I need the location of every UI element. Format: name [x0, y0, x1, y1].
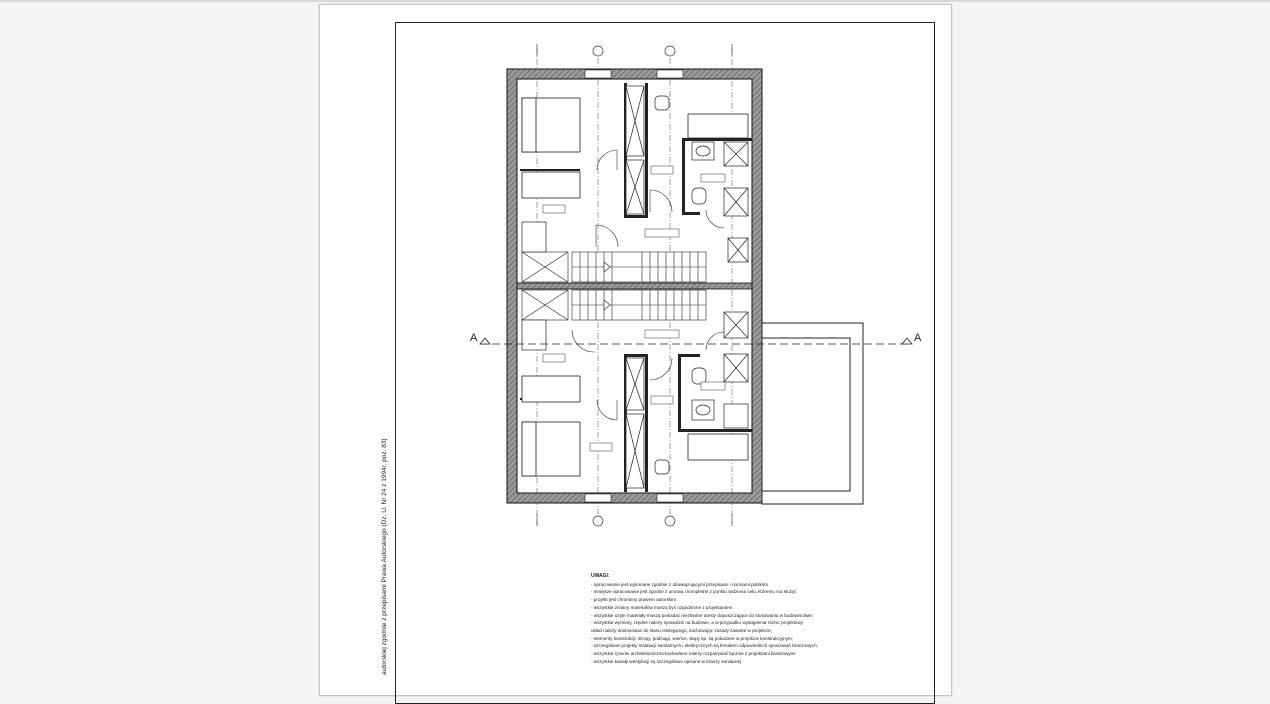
note-line: - wszystkie użyte materiały muszą posiadać niezbędne atesty dopuszczające do stosowania w budownictwie; — [591, 612, 814, 618]
note-line: - wszystkie wymiary, rzędne należy sprawdzić na budowie, a w przypadku wystąpienia różnic projektowy — [591, 620, 804, 626]
note-line: - projekt jest chroniony prawem autorskim — [591, 597, 677, 603]
note-line: - wszystkie zmiany materiałów muszą być uzgodnione z projektantem — [591, 604, 733, 610]
notes-title: UWAGI: — [591, 573, 610, 579]
note-line: - elementy konstrukcji: stropy, podciągi, wieńce, słupy itp. są pokazane w projekcie konstrukcyjnym; — [591, 635, 794, 641]
note-line: układ należy dostosować do stanu istniejącego, zachowując zasady zawarte w projekcie; — [591, 627, 772, 633]
terrace — [762, 323, 863, 504]
note-line: - wszystkie kanały wentylacji są szczegółowo opisane w branży sanitarnej — [591, 658, 742, 664]
note-line: - opracowanie jest wykonane zgodnie z obowiązującymi przepisami i normami polskimi — [591, 581, 768, 587]
copyright-vertical-text: autorskiej zgodnie z przepisami Prawa Autorskiego (Dz. U. Nr 24 z 1994r. poz. 83) — [381, 438, 388, 675]
section-mark-left: A — [470, 332, 478, 344]
note-line: - szczegółowe projekty instalacji sanitarnych i elektrycznych są tematem odpowiednich opracowań branżowych; — [591, 643, 818, 649]
party-wall — [517, 283, 752, 289]
section-mark-right: A — [914, 332, 922, 344]
note-line: - niniejsze opracowanie jest zgodne z umową i kompletne z punktu widzenia celu, któremu ma służyć — [591, 589, 797, 595]
note-line: - wszystkie rysunki architektoniczno-budowlane należy rozpatrywać łącznie z projektami branżowymi — [591, 651, 796, 657]
notes-block — [591, 573, 891, 665]
